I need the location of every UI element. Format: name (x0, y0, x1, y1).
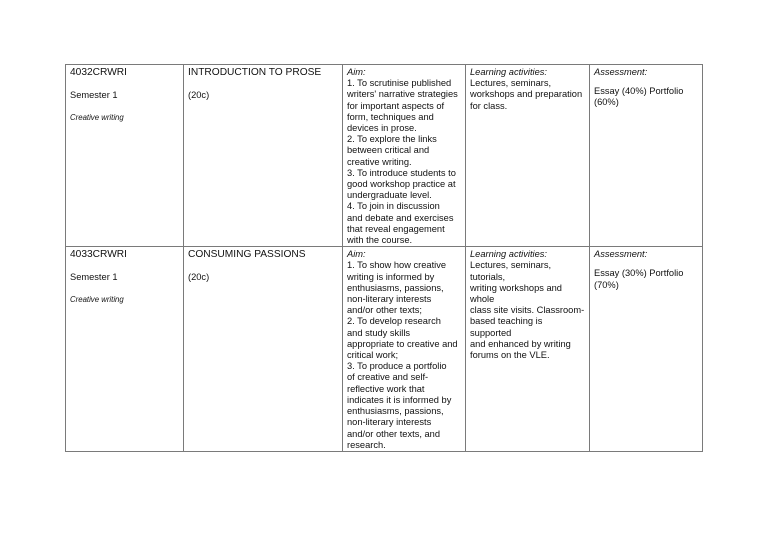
assessment-label: Assessment: (594, 249, 648, 260)
assessment-line: Essay (30%) Portfolio (594, 268, 684, 279)
aim-line: indicates it is informed by (347, 394, 452, 405)
course-subject: Creative writing (70, 113, 124, 123)
learning-line: Lectures, seminars, (470, 78, 552, 89)
course-title: INTRODUCTION TO PROSE (188, 67, 322, 78)
assessment-cell (590, 65, 703, 247)
aim-line: 2. To explore the links (347, 134, 437, 145)
aim-line: and study skills (347, 327, 411, 338)
table-row (66, 65, 703, 247)
aim-line: 2. To develop research (347, 316, 441, 327)
aim-line: and/or other texts, and (347, 428, 441, 439)
course-code-cell (66, 65, 184, 247)
aim-line: form, techniques and (347, 111, 434, 122)
aim-line: devices in prose. (347, 123, 417, 134)
learning-line: Lectures, seminars, tutorials, (470, 260, 552, 282)
aim-cell (343, 65, 466, 247)
aim-line: 4. To join in discussion (347, 201, 440, 212)
aim-label: Aim: (347, 67, 366, 77)
course-semester: Semester 1 (70, 90, 118, 100)
aim-line: writers' narrative strategies (347, 89, 458, 100)
aim-line: between critical and (347, 145, 430, 156)
learning-line: workshops and preparation (470, 89, 583, 100)
aim-line: 3. To produce a portfolio (347, 361, 447, 372)
course-credits: (20c) (188, 272, 210, 283)
aim-cell (343, 247, 466, 452)
aim-line: 1. To show how creative (347, 260, 447, 271)
aim-line: appropriate to creative and (347, 338, 458, 349)
aim-line: critical work; (347, 350, 399, 361)
aim-line: with the course. (347, 235, 413, 246)
learning-line: based teaching is supported (470, 316, 543, 338)
course-code: 4032CRWRI (70, 67, 127, 78)
aim-line: 3. To introduce students to (347, 167, 456, 178)
learning-activities-cell (466, 65, 590, 247)
course-code-cell (66, 247, 184, 452)
aim-line: non-literary interests (347, 417, 432, 428)
aim-line: for important aspects of (347, 100, 445, 111)
assessment-cell (590, 247, 703, 452)
course-code: 4033CRWRI (70, 249, 127, 261)
learning-line: for class. (470, 100, 508, 111)
assessment-line: Essay (40%) Portfolio (594, 86, 684, 97)
aim-label: Aim: (347, 249, 366, 260)
course-table (65, 64, 703, 452)
course-title-cell (184, 65, 343, 247)
aim-line: non-literary interests (347, 294, 432, 305)
course-title-cell (184, 247, 343, 452)
course-subject: Creative writing (70, 295, 124, 305)
course-title: CONSUMING PASSIONS (188, 249, 306, 261)
aim-line: 1. To scrutinise published (347, 78, 452, 89)
aim-line: enthusiasms, passions, (347, 282, 444, 293)
aim-line: creative writing. (347, 156, 412, 167)
aim-line: of creative and self- (347, 372, 429, 383)
aim-line: research. (347, 439, 386, 450)
learning-label: Learning activities: (470, 67, 547, 77)
assessment-line: (60%) (594, 97, 619, 108)
learning-line: and enhanced by writing (470, 338, 571, 349)
learning-label: Learning activities: (470, 249, 547, 260)
aim-line: undergraduate level. (347, 190, 432, 201)
table-row (66, 247, 703, 452)
learning-line: writing workshops and whole (470, 282, 562, 305)
aim-line: good workshop practice at (347, 179, 456, 190)
course-credits: (20c) (188, 90, 210, 100)
course-semester: Semester 1 (70, 272, 118, 283)
assessment-line: (70%) (594, 279, 619, 290)
aim-line: and/or other texts; (347, 305, 422, 316)
learning-activities-cell (466, 247, 590, 452)
aim-line: that reveal engagement (347, 223, 445, 234)
aim-line: writing is informed by (347, 271, 435, 282)
aim-line: enthusiasms, passions, (347, 406, 444, 417)
aim-line: and debate and exercises (347, 212, 454, 223)
learning-line: class site visits. Classroom- (470, 305, 585, 316)
aim-line: reflective work that (347, 383, 425, 394)
learning-line: forums on the VLE. (470, 350, 550, 361)
assessment-label: Assessment: (594, 67, 648, 77)
